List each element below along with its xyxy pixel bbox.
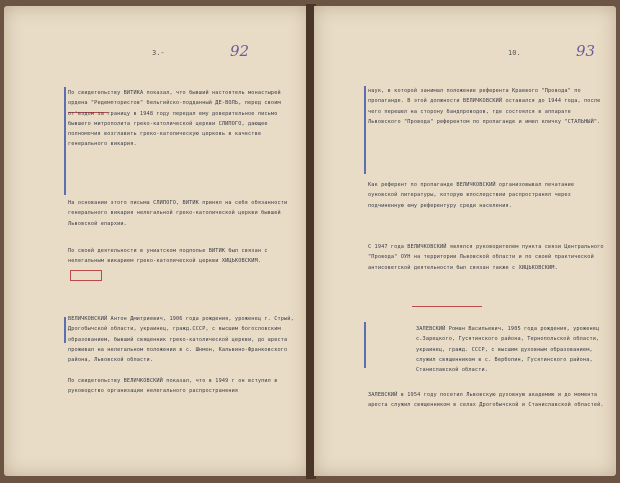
paragraph-3: По своей деятельности в униатском подполье ВИТИК был связан с нелегальным викарием греко-католической церкви ХИЦЬКОВСКИМ. xyxy=(68,248,268,265)
right-handwritten-folio: 93 xyxy=(576,42,596,60)
paragraph-1-right: наук, в которой занимал положение референта Краевого "Провода" по пропаганде. В этой должности ВЕЛИЧКОВСКИЙ оставался до 1944 года, после чего перешел на сторону бандпроводов, где состоялся в аппарате Львовского "Провода" референтом по пропаганде и имел кличку "СТАЛЬНЫЙ". xyxy=(368,88,601,125)
paragraph-5-right: ЗАЛЕВСКИЙ в 1954 году посетил Львовскую духовную академию и до момента ареста служил священником в селах Дрогобычской и Станиславской областей. xyxy=(368,392,604,409)
blue-margin-mark-right xyxy=(364,86,366,174)
paragraph-3-right: С 1947 года ВЕЛИЧКОВСКИЙ являлся руководителем пункта связи Центрального "Провода" ОУН на территории Львовской области и по своей практической антисоветской деятельности был связан также с ХИЦЬКОВСКИМ. xyxy=(368,244,604,271)
left-handwritten-folio: 92 xyxy=(230,42,250,60)
red-box-mark xyxy=(70,270,102,281)
red-underline-mark-right xyxy=(412,306,482,307)
paragraph-4-right-person-record: ЗАЛЕВСКИЙ Роман Васильевич, 1905 года рождения, уроженец с.Зарецкого, Гусятинского района, Тернопольской области, украинец, гражд. СССР, с высшим духовным образованием, служил священником в с. Верболин, Гусятинского района, Станиславской области. xyxy=(416,326,600,374)
right-page-number: 10. xyxy=(508,49,521,57)
paragraph-2: На основании этого письма СЛИПОГО, ВИТИК принял на себя обязанности генерального викария нелегальной греко-католической церкви бывшей Львовской епархии. xyxy=(68,200,288,227)
blue-margin-mark-right-2 xyxy=(364,322,366,368)
blue-margin-mark xyxy=(64,87,66,195)
left-page xyxy=(4,6,308,476)
right-page xyxy=(314,6,616,476)
paragraph-5: По свидетельству ВЕЛИЧКОВСКИЙ показал, что в 1949 г он вступил в руководство организации нелегального распространения xyxy=(68,378,278,395)
blue-margin-mark-2 xyxy=(64,317,66,343)
paragraph-2-right: Как референт по пропаганде ВЕЛИЧКОВСКИЙ организовывал печатание оуновской литературы, которую впоследствии распространял через подчиненную ему референтуру среди населения. xyxy=(368,182,575,209)
paragraph-4-person-record: ВЕЛИЧКОВСКИЙ Антон Дмитриевич, 1906 года рождения, уроженец г. Стрый, Дрогобычской области, украинец, гражд.СССР, с высшим богословским образованием, бывший священник греко-католической церкви, до ареста проживал на нелегальном положении в с. Шнмон, Кальвино-Франковского района, Львовской области. xyxy=(68,316,294,364)
left-page-number: 3.- xyxy=(152,49,165,57)
paragraph-1: По свидетельству ВИТИКА показал, что бывший настоятель монастырей ордена "Редемптористов" бельгийско-подданный ДЕ-ВОЛЬ, перед своим от'ездом за границу в 1948 году передал ему доверительное письмо бывшего митрополита греко-католической церкви СЛИПОГО, дающее полномочия возглавить греко-католическую церковь в качестве генерального викария. xyxy=(68,90,281,148)
